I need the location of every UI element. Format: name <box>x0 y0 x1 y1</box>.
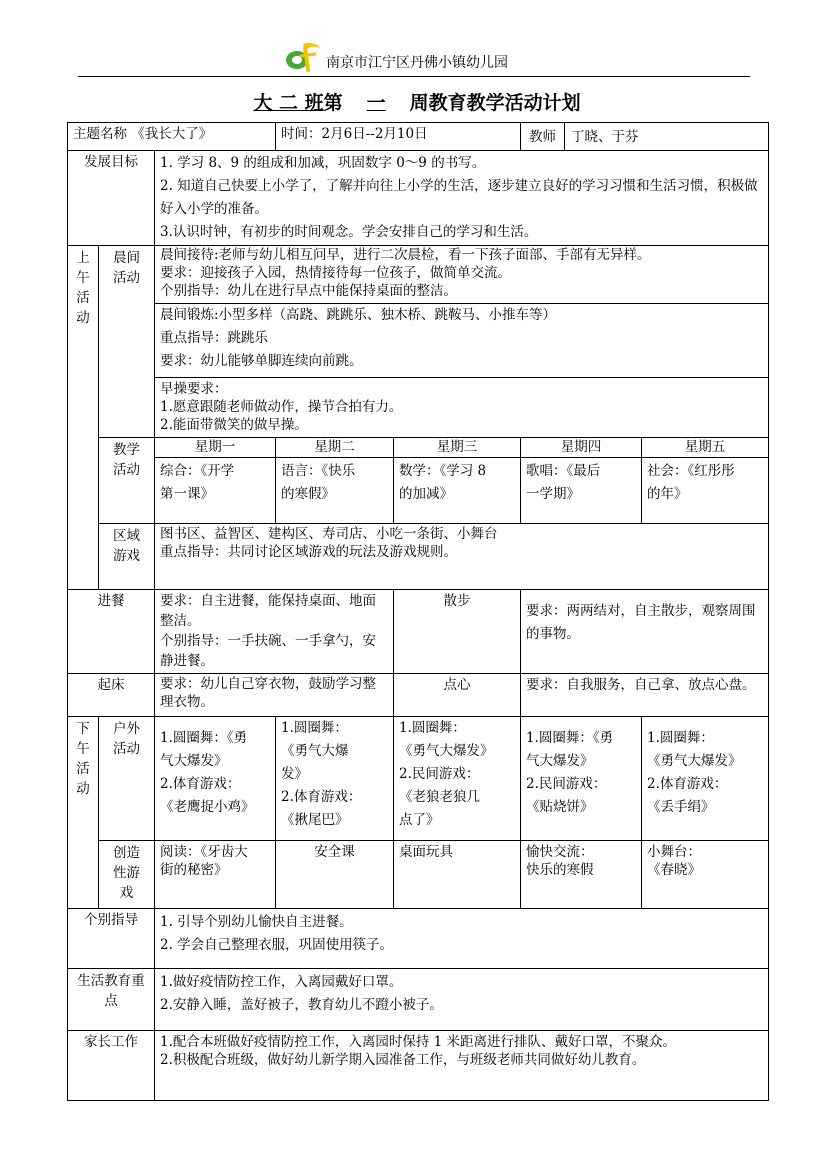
school-name: 南京市江宁区丹佛小镇幼儿园 <box>326 55 508 71</box>
morning-activity-label: 晨间活动 <box>99 246 155 438</box>
wake-label: 起床 <box>68 674 155 717</box>
reception-row <box>68 246 769 304</box>
individual-line: 1. 引导个别幼儿愉快自主进餐。 <box>160 914 353 930</box>
goal-item: 1. 学习 8、9 的组成和加减，巩固数字 0～9 的书写。 <box>160 155 486 171</box>
reception-content <box>155 246 769 304</box>
morning-label: 上午活动 <box>68 246 99 590</box>
time-value: 2月6日--2月10日 <box>321 126 428 142</box>
meal-content <box>155 590 394 674</box>
life-content <box>155 969 769 1031</box>
exercise-line: 重点指导：跳跳乐 <box>160 330 268 346</box>
weekday-tue: 星期二 <box>276 438 394 458</box>
teaching-thu: 歌唱：《最后 一学期》 <box>521 458 642 524</box>
parents-line: 1.配合本班做好疫情防控工作，入离园时保持 1 米距离进行排队、戴好口罩，不聚众。 <box>160 1034 677 1050</box>
info-row <box>68 123 769 151</box>
teaching-wed: 数学：《学习 8 的加减》 <box>394 458 521 524</box>
reception-line: 个别指导：幼儿在进行早点中能保持桌面的整洁。 <box>160 283 457 299</box>
area-label: 区域游戏 <box>99 524 155 590</box>
meal-row <box>68 590 769 674</box>
weekday-thu: 星期四 <box>521 438 642 458</box>
weekday-mon: 星期一 <box>155 438 276 458</box>
outdoor-wed: 1.圆圈舞： 《勇气大爆发》 2.民间游戏： 《老狼老狼几 点了》 <box>394 717 521 841</box>
area-line: 图书区、益智区、建构区、寿司店、小吃一条街、小舞台 <box>160 526 498 542</box>
page-header <box>78 38 750 77</box>
kindergarten-logo-icon <box>283 40 323 72</box>
exercise-row <box>68 304 769 378</box>
teacher-value: 丁晓、于芬 <box>571 128 639 145</box>
theme-label: 主题名称 <box>73 126 127 142</box>
gymnastics-row <box>68 378 769 438</box>
outdoor-tue: 1.圆圈舞： 《勇气大爆 发》 2.体育游戏： 《揪尾巴》 <box>276 717 394 841</box>
creative-label: 创造性游戏 <box>99 841 155 909</box>
life-line: 2.安静入睡，盖好被子，教育幼儿不蹬小被子。 <box>160 997 443 1013</box>
creative-tue: 安全课 <box>276 841 394 909</box>
outdoor-label: 户外活动 <box>99 717 155 841</box>
teacher-cell <box>521 123 769 151</box>
outdoor-row <box>68 717 769 841</box>
weekday-wed: 星期三 <box>394 438 521 458</box>
area-content <box>155 524 769 590</box>
area-row <box>68 524 769 590</box>
creative-wed: 桌面玩具 <box>394 841 521 909</box>
outdoor-mon: 1.圆圈舞：《勇 气大爆发》 2.体育游戏： 《老鹰捉小鸡》 <box>155 717 276 841</box>
life-row <box>68 969 769 1031</box>
gymnastics-line: 早操要求： <box>160 381 228 397</box>
week-number: 一 <box>366 92 386 114</box>
teaching-mon: 综合：《开学 第一课》 <box>155 458 276 524</box>
theme-cell <box>68 123 276 151</box>
goals-content <box>155 151 769 246</box>
individual-line: 2. 学会自己整理衣服，巩固使用筷子。 <box>160 937 394 953</box>
teaching-label: 教学活动 <box>99 438 155 524</box>
class-name: 大 二 班 <box>253 92 324 114</box>
time-label: 时间： <box>281 126 322 142</box>
weekly-plan-table <box>67 122 769 1101</box>
creative-row <box>68 841 769 909</box>
creative-mon: 阅读：《牙齿大 街的秘密》 <box>155 841 276 909</box>
wake-line: 要求：幼儿自己穿衣物，鼓励学习整理衣物。 <box>160 676 376 710</box>
wake-row <box>68 674 769 717</box>
gymnastics-content <box>155 378 769 438</box>
weekday-header-row <box>68 438 769 458</box>
individual-row <box>68 909 769 969</box>
afternoon-label: 下午活动 <box>68 717 99 909</box>
wake-content <box>155 674 394 717</box>
parents-row <box>68 1031 769 1101</box>
parents-label: 家长工作 <box>68 1031 155 1101</box>
creative-fri: 小舞台： 《春晓》 <box>642 841 769 909</box>
time-cell <box>276 123 521 151</box>
walk-content <box>521 590 769 674</box>
life-label: 生活教育重 点 <box>68 969 155 1031</box>
weekday-fri: 星期五 <box>642 438 769 458</box>
teaching-tue: 语言：《快乐 的寒假》 <box>276 458 394 524</box>
teaching-row <box>68 458 769 524</box>
snack-line: 要求：自我服务，自己拿、放点心盘。 <box>526 677 756 693</box>
individual-content <box>155 909 769 969</box>
goals-label: 发展目标 <box>68 151 155 246</box>
walk-line: 要求：两两结对，自主散步，观察周围的事物。 <box>526 603 756 642</box>
snack-label: 点心 <box>394 674 521 717</box>
walk-label: 散步 <box>394 590 521 674</box>
page-title <box>66 88 768 115</box>
reception-line: 要求：迎接孩子入园，热情接待每一位孩子，做简单交流。 <box>160 265 511 281</box>
gymnastics-line: 2.能面带微笑的做早操。 <box>160 417 308 433</box>
theme-value: 《我长大了》 <box>131 126 213 142</box>
individual-label: 个别指导 <box>68 909 155 969</box>
area-line: 重点指导：共同讨论区域游戏的玩法及游戏规则。 <box>160 544 457 560</box>
goal-item: 3.认识时钟，有初步的时间观念。学会安排自己的学习和生活。 <box>160 224 538 240</box>
meal-label: 进餐 <box>68 590 155 674</box>
outdoor-fri: 1.圆圈舞： 《勇气大爆发》 2.体育游戏： 《丢手绢》 <box>642 717 769 841</box>
exercise-content <box>155 304 769 378</box>
snack-content <box>521 674 769 717</box>
exercise-line: 晨间锻炼:小型多样（高跷、跳跳乐、独木桥、跳鞍马、小推车等） <box>160 307 557 323</box>
teaching-fri: 社会：《红彤彤 的年》 <box>642 458 769 524</box>
outdoor-thu: 1.圆圈舞：《勇 气大爆发》 2.民间游戏： 《贴烧饼》 <box>521 717 642 841</box>
title-di: 第 <box>323 92 343 114</box>
reception-line: 晨间接待:老师与幼儿相互问早，进行二次晨检，看一下孩子面部、手部有无异样。 <box>160 247 651 263</box>
parents-content <box>155 1031 769 1101</box>
meal-line: 个别指导：一手扶碗、一手拿勺，安静进餐。 <box>160 633 376 669</box>
exercise-line: 要求：幼儿能够单脚连续向前跳。 <box>160 353 363 369</box>
gymnastics-line: 1.愿意跟随老师做动作，操节合拍有力。 <box>160 399 403 415</box>
goals-row <box>68 151 769 246</box>
life-line: 1.做好疫情防控工作，入离园戴好口罩。 <box>160 974 403 990</box>
creative-thu: 愉快交流： 快乐的寒假 <box>521 841 642 909</box>
parents-line: 2.积极配合班级，做好幼儿新学期入园准备工作，与班级老师共同做好幼儿教育。 <box>160 1052 646 1068</box>
teacher-label: 教师 <box>521 123 565 150</box>
goal-item: 2. 知道自己快要上小学了，了解并向往上小学的生活，逐步建立良好的学习习惯和生活习惯，积极做好入小学的准备。 <box>160 178 758 217</box>
meal-line: 要求：自主进餐，能保持桌面、地面整洁。 <box>160 593 376 629</box>
title-suffix: 周教育教学活动计划 <box>409 92 581 114</box>
